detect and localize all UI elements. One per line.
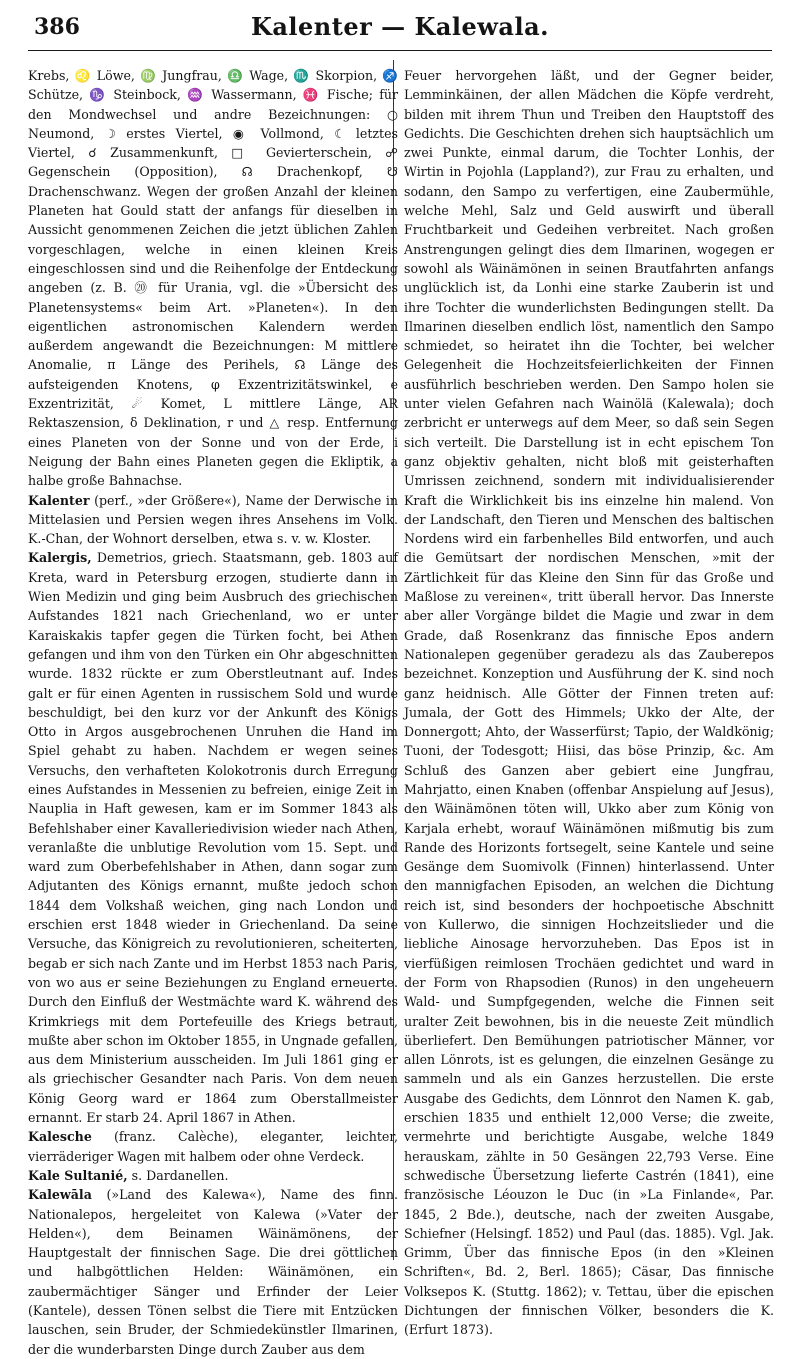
entry-kale-sultanie [28, 1166, 398, 1185]
page-header [28, 10, 772, 51]
left-column [28, 66, 398, 1357]
entry-body: (»Land des Kalewa«), Name des finn. Nationalepos, hergeleitet von Kalewa (»Vater der Helden«), dem Beinamen Wäinämönens, der Hauptgestalt der finnischen Sage. Die drei göttlichen und halbgöttlichen Helden: Wäinämönen, ein zaubermächtiger Sänger und Erfinder der Leier (Kantele), dessen Tönen selbst die Tiere mit Entzücken lauschen, sein Bruder, der Schmiedekünstler Ilmarinen, der die wunderbarsten Dinge durch Zauber aus dem [28, 1187, 398, 1357]
headword: Kalewāla [28, 1187, 92, 1203]
right-column [404, 66, 774, 1338]
page-number: 386 [34, 14, 80, 40]
entry-kalewala [28, 1185, 398, 1359]
entry-body: s. Dardanellen. [127, 1167, 229, 1183]
headword: Kalesche [28, 1129, 92, 1145]
entry-body: (perf., »der Größere«), Name der Derwische in Mittelasien und Persien wegen ihres Ansehens im Volk. K.-Chan, der Wohnort derselben, etwa s. v. w. Kloster. [28, 492, 398, 547]
headword: Kale Sultanié, [28, 1167, 128, 1183]
entry-kalesche [28, 1127, 398, 1166]
entry-body: Demetrios, griech. Staatsmann, geb. 1803 auf Kreta, ward in Petersburg erzogen, studierte dann in Wien Medizin und ging beim Ausbruch des griechischen Aufstandes 1821 nach Griechenland, wo er unter Karaiskakis tapfer gegen die Türken focht, bei Athen gefangen und ihm von den Türken ein Ohr abgeschnitten wurde. 1832 rückte er zum Oberstleutnant auf. Indes galt er für einen Agenten in russischem Sold und wurde beschuldigt, bei den kurz vor der Ankunft des Königs Otto in Argos ausgebrochenen Unruhen die Hand im Spiel gehabt zu haben. Nachdem er wegen seines Versuchs, den verhafteten Kolokotronis durch Erregung eines Aufstandes in Messenien zu befreien, einige Zeit in Nauplia in Haft gewesen, kam er im Sommer 1843 als Befehlshaber einer Kavalleriedivision wieder nach Athen, veranlaßte die unblutige Revolution vom 15. Sept. und ward zum Oberbefehlshaber in Athen, dann sogar zum Adjutanten des Königs ernannt, mußte jedoch schon 1844 dem Volkshaß weichen, ging nach London und erschien erst 1848 wieder in Griechenland. Da seine Versuche, das Königreich zu revolutionieren, scheiterten, begab er sich nach Zante und im Herbst 1853 nach Paris, von wo aus er seine Beziehungen zu England erneuerte. Durch den Einfluß der Westmächte ward K. während des Krimkriegs mit dem Portefeuille des Kriegs betraut, mußte aber schon im Oktober 1855, in Ungnade gefallen, aus dem Ministerium ausscheiden. Im Juli 1861 ging er als griechischer Gesandter nach Paris. Von dem neuen König Georg ward er 1864 zum Oberstallmeister ernannt. Er starb 24. April 1867 in Athen. [28, 550, 398, 1126]
entry-continuation: Feuer hervorgehen läßt, und der Gegner beider, Lemminkäinen, der allen Mädchen die Köpfe verdreht, bilden mit ihrem Thun und Treiben den Hauptstoff des Gedichts. Die Geschichten drehen sich hauptsächlich um zwei Punkte, einmal darum, die Tochter Lonhis, der Wirtin in Pojohla (Lappland?), zur Frau zu erhalten, und sodann, den Sampo zu verfertigen, eine Zaubermühle, welche Mehl, Salz und Geld auswirft und überall Fruchtbarkeit und Gedeihen verbreitet. Nach großen Anstrengungen gelingt dies dem Ilmarinen, wogegen er sowohl als Wäinämönen in seinen Brautfahrten anfangs unglücklich ist, da Lonhi eine starke Zauberin ist und ihre Tochter die wunderlichsten Bedingungen stellt. Da Ilmarinen dieselben endlich löst, namentlich den Sampo schmiedet, so heiratet ihn die Tochter, bei welcher Gelegenheit die Hochzeitsfeierlichkeiten der Finnen ausführlich beschrieben werden. Den Sampo holen sie unter vielen Gefahren nach Wainölä (Kalewala); doch zerbricht er unterwegs auf dem Meer, so daß sein Segen sich verteilt. Die Darstellung ist in echt epischem Ton ganz objektiv gehalten, nicht bloß mit geisterhaften Umrissen zeichnend, sondern mit individualisierender Kraft die Wirklichkeit bis ins einzelne hin malend. Von der Landschaft, den Tieren und Menschen des baltischen Nordens wird ein farbenhelles Bild entworfen, und auch die Gemütsart der nordischen Menschen, »mit der Zärtlichkeit für das Kleine den Sinn für das Große und Maßlose zu vereinen«, tritt überall hervor. Das Innerste aber aller Vorgänge bildet die Magie und zwar in dem Grade, daß Rosenkranz das finnische Epos andern Nationalepen gegenüber geradezu als das Zauberepos bezeichnet. Konzeption und Ausführung der K. sind noch ganz heidnisch. Alle Götter der Finnen treten auf: Jumala, der Gott des Himmels; Ukko der Alte, der Donnergott; Ahto, der Wasserfürst; Tapio, der Waldkönig; Tuoni, der Todesgott; Hiisi, das böse Prinzip, &c. Am Schluß des Ganzen aber gebiert eine Jungfrau, Mahrjatto, einen Knaben (offenbar Anspielung auf Jesus), den Wäinämönen töten will, Ukko aber zum König von Karjala erhebt, worauf Wäinämönen mißmutig bis zum Rande des Horizonts fortsegelt, seine Kantele und seine Gesänge dem Suomivolk (Finnen) hinterlassend. Unter den mannigfachen Episoden, an welchen die Dichtung reich ist, sind besonders der hochpoetische Abschnitt von Kullerwo, die sinnigen Hochzeitslieder und die liebliche Ainosage hervorzuheben. Das Epos ist in vierfüßigen reimlosen Trochäen gedichtet und ward in der Form von Rhapsodien (Runos) in den ungeheuern Wald- und Sumpfgegenden, welche die Finnen seit uralter Zeit bewohnen, bis in die neueste Zeit mündlich überliefert. Den Bemühungen patriotischer Männer, vor allen Lönrots, ist es gelungen, die einzelnen Gesänge zu sammeln und als ein Ganzes herzustellen. Die erste Ausgabe des Gedichts, dem Lönnrot den Namen K. gab, erschien 1835 und enthielt 12,000 Verse; die zweite, vermehrte und berichtigte Ausgabe, welche 1849 herauskam, zählte in 50 Gesängen 22,793 Verse. Eine schwedische Übersetzung lieferte Castrén (1841), eine französische Léouzon le Duc (in »La Finlande«, Par. 1845, 2 Bde.), deutsche, nach der zweiten Ausgabe, Schiefner (Helsingf. 1852) und Paul (das. 1885). Vgl. Jak. Grimm, Über das finnische Epos (in den »Kleinen Schriften«, Bd. 2, Berl. 1865); Cäsar, Das finnische Volksepos K. (Stuttg. 1862); v. Tettau, über die epischen Dichtungen der finnischen Völker, besonders die K. (Erfurt 1873). [404, 68, 774, 1338]
headword: Kalergis, [28, 550, 92, 566]
entry-kalenter [28, 491, 398, 549]
entry-kalergis [28, 548, 398, 1127]
headword: Kalenter [28, 492, 90, 508]
entry-continuation: Krebs, ♌ Löwe, ♍ Jungfrau, ♎ Wage, ♏ Skorpion, ♐ Schütze, ♑ Steinbock, ♒ Wassermann, ♓ Fische; für den Mondwechsel und andre Bezeichnungen: ○ Neumond, ☽ erstes Viertel, ◉ Vollmond, ☾ letztes Viertel, ☌ Zusammenkunft, □ Gevierterschein, ☍ Gegenschein (Opposition), ☊ Drachenkopf, ☋ Drachenschwanz. Wegen der großen Anzahl der kleinen Planeten hat Gould statt der anfangs für dieselben in Aussicht genommenen Zeichen die jetzt üblichen Zahlen vorgeschlagen, welche in einen kleinen Kreis eingeschlossen sind und die Reihenfolge der Entdeckung angeben (z. B. ⑳ für Urania, vgl. die »Übersicht des Planetensystems« beim Art. »Planeten«). In den eigentlichen astronomischen Kalendern werden außerdem angewandt die Bezeichnungen: M mittlere Anomalie, π Länge des Perihels, ☊ Länge des aufsteigenden Knotens, φ Exzentrizitätswinkel, e Exzentrizität, ☄ Komet, L mittlere Länge, AR Rektaszension, δ Deklination, r und △ resp. Entfernung eines Planeten von der Sonne und von der Erde, i Neigung der Bahn eines Planeten gegen die Ekliptik, a halbe große Bahnachse. [28, 68, 398, 489]
entry-body: (franz. Calèche), eleganter, leichter, vierräderiger Wagen mit halbem oder ohne Verdeck. [28, 1129, 398, 1164]
running-head: Kalenter — Kalewala. [251, 12, 549, 41]
